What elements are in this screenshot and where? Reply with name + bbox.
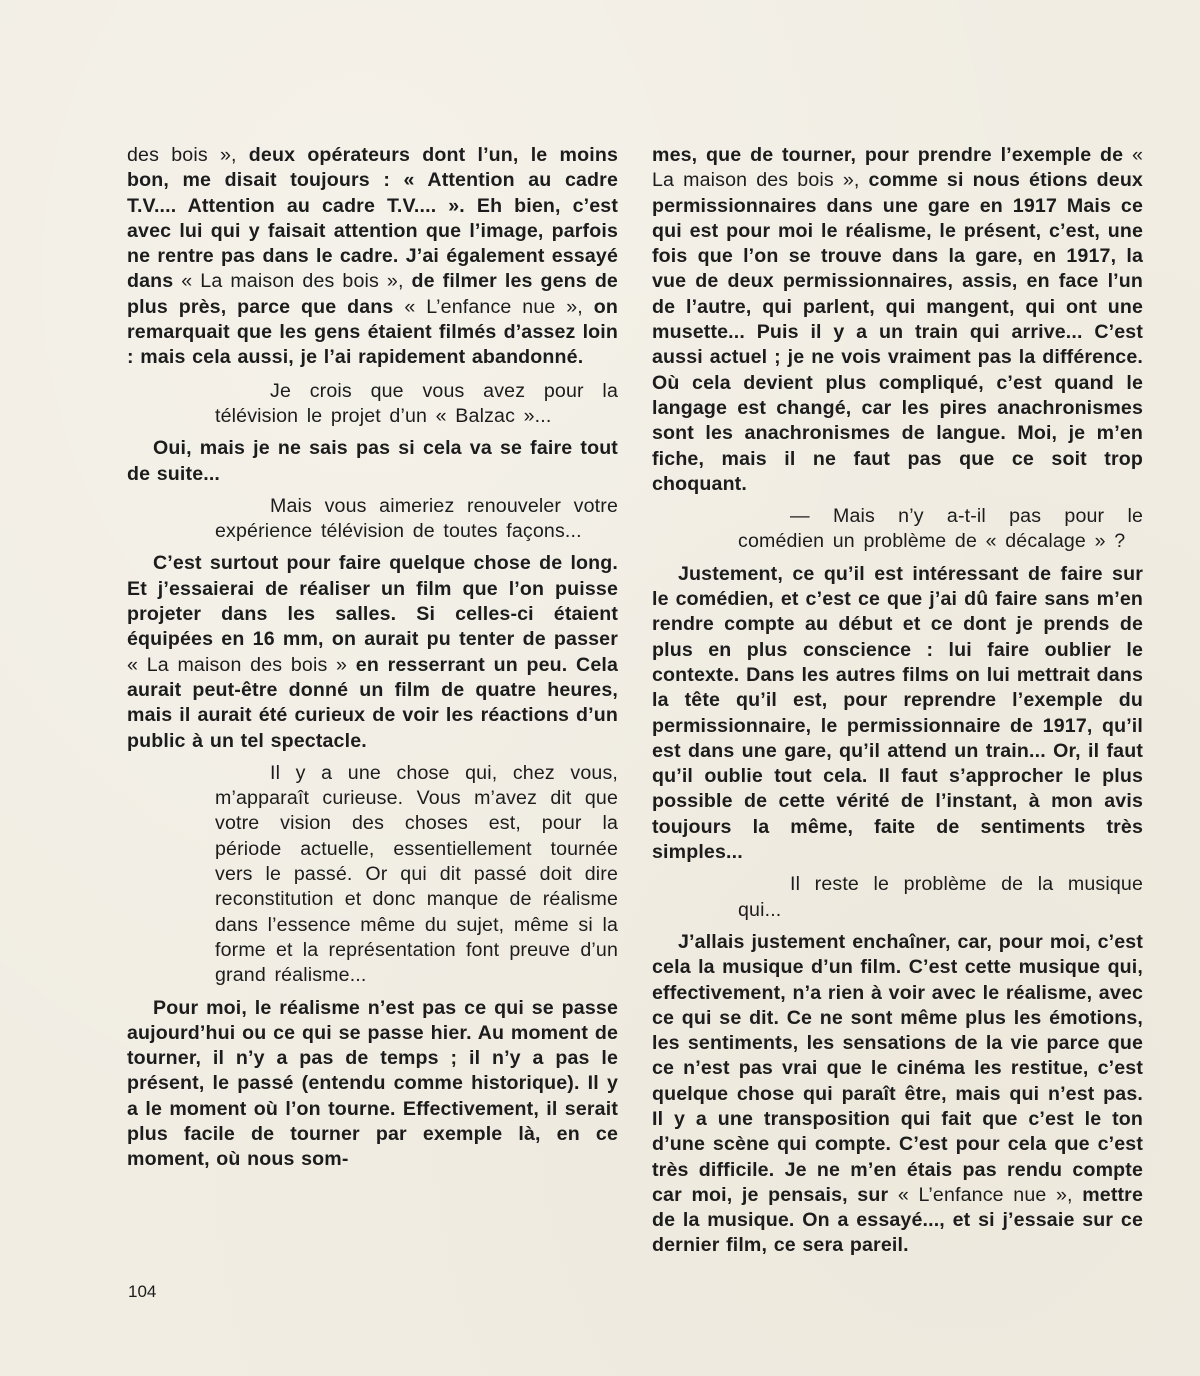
answer-text: deux opérateurs dont l’un, le moins bon, me disait toujours : « Attention au cadre T.V.... Attention au cadre T.V.... ». Eh bien, c’est avec lui qui y faisait attention que l’image, parfois ne rentre pas dans le cadre. J’ai également essayé dans: [127, 144, 618, 293]
answer-text: on remarquait que les gens étaient filmés d’assez loin : mais cela aussi, je l’ai rapidement abandonné.: [127, 295, 618, 369]
film-title-text: « La maison des bois »: [127, 653, 356, 676]
answer-text: J’allais justement enchaîner, car, pour moi, c’est cela la musique d’un film. C’est cette musique qui, effectivement, n’a rien à voir avec le réalisme, avec ce qui se dit. Ce ne sont même plus les émotions, les sentiments, les sensations de la vie parce que ce n’est pas vrai que le cinéma les restitue, c’est quelque chose qui paraît être, mais qui n’est pas. Il y a une transposition qui fait que c’est le ton d’une scène qui compte. C’est pour cela que c’est très difficile. Je ne m’en étais pas rendu compte car moi, je pensais, sur: [652, 930, 1143, 1206]
answer-text: mettre de la musique. On a essayé..., et si j’essaie sur ce dernier film, ce sera pareil.: [652, 1183, 1143, 1257]
film-title-text: « La maison des bois »,: [652, 144, 1143, 192]
film-title-text: « L’enfance nue »,: [404, 295, 594, 318]
answer-text: de filmer les gens de plus près, parce que dans: [127, 270, 618, 318]
interviewer-question: Mais vous aimeriez renouveler votre expérience télévision de toutes façons...: [215, 494, 618, 543]
answer-text: C’est surtout pour faire quelque chose de long. Et j’essaierai de réaliser un film que l’on puisse projeter dans les salles. Si celles-ci étaient équipées en 16 mm, on aurait pu tenter de passer: [127, 552, 618, 651]
answer-text: en resserrant un peu. Cela aurait peut-être donné un film de quatre heures, mais il aurait été curieux de voir les réactions d’un public à un tel spectacle.: [127, 653, 619, 752]
film-title-text: « L’enfance nue »,: [897, 1183, 1083, 1206]
answer-paragraph: Oui, mais je ne sais pas si cela va se faire tout de suite...: [127, 437, 618, 485]
right-column: [652, 143, 1143, 1266]
interviewer-question: Je crois que vous avez pour la télévision le projet d’un « Balzac »...: [215, 379, 618, 427]
interviewer-question: Il reste le problème de la musique qui...: [738, 873, 1143, 921]
film-title-text: « La maison des bois »,: [181, 270, 412, 293]
page-number: 104: [128, 1282, 157, 1301]
answer-text: comme si nous étions deux permissionnaires dans une gare en 1917 Mais ce qui est pour moi le réalisme, le présent, c’est, une fois que l’on se trouve dans la gare, en 1917, la vue de deux permissionnaires, assis, en face l’un de l’autre, qui parlent, qui mangent, qui ont une musette... Puis il y a un train qui arrive... C’est aussi actuel ; je ne vois vraiment pas la différence. Où cela devient plus compliqué, c’est quand le langage est changé, car les pires anachronismes sont les anachronismes de langue. Moi, je m’en fiche, mais il ne faut pas que ce soit trop choquant.: [652, 169, 1143, 495]
answer-paragraph: [652, 930, 1143, 1259]
film-title-text: des bois »,: [127, 144, 249, 166]
interviewer-question: Il y a une chose qui, chez vous, m’apparaît curieuse. Vous m’avez dit que votre vision des choses est, pour la période actuelle, essentiellement tournée vers le passé. Or qui dit passé doit dire reconstitution et donc manque de réalisme dans l’essence même du sujet, même si la forme et la représentation font preuve d’un grand réalisme...: [215, 761, 618, 987]
answer-paragraph-continued: [127, 143, 618, 371]
answer-paragraph-continued: [652, 143, 1143, 497]
left-column: [127, 143, 618, 1180]
interviewer-question: — Mais n’y a-t-il pas pour le comédien un problème de « décalage » ?: [738, 505, 1143, 553]
answer-paragraph: [127, 551, 618, 753]
answer-paragraph: Justement, ce qu’il est intéressant de faire sur le comédien, et c’est ce que j’ai dû faire sans m’en rendre compte au début et ce dont je prends de plus en plus conscience : lui faire oublier le contexte. Dans les autres films on lui mettrait dans la tête qu’il est, pour reprendre l’exemple du permissionnaire, le permissionnaire de 1917, qu’il est dans une gare, qu’il attend un train... Or, il faut qu’il oublie tout cela. Il faut s’approcher le plus possible de cette vérité de l’instant, à mon avis toujours la même, faite de sentiments très simples...: [652, 562, 1143, 864]
answer-text: mes, que de tourner, pour prendre l’exemple de: [652, 144, 1132, 166]
answer-paragraph: Pour moi, le réalisme n’est pas ce qui se passe aujourd’hui ou ce qui se passe hier. Au moment de tourner, il n’y a pas de temps ; il n’y a pas le présent, le passé (entendu comme historique). Il y a le moment où l’on tourne. Effectivement, il serait plus facile de tourner par exemple là, en ce moment, où nous som-: [127, 996, 618, 1171]
